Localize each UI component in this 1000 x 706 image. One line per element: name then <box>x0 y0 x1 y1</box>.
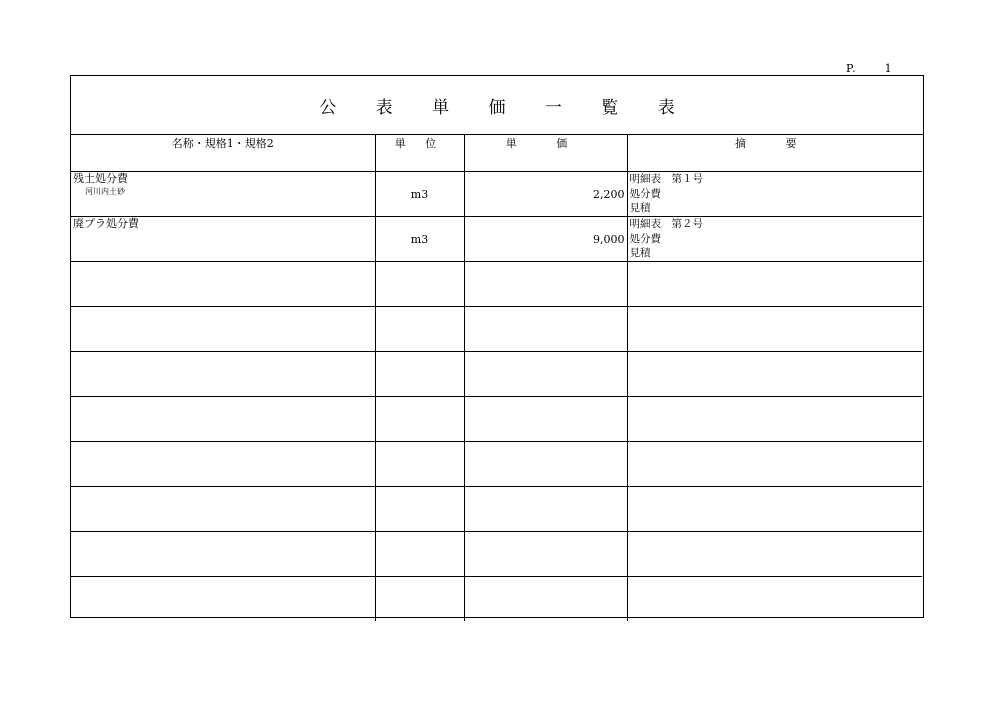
header-price: 単 価 <box>464 135 627 172</box>
price-table <box>71 135 922 621</box>
header-note: 摘 要 <box>627 135 922 172</box>
page-label: P. <box>846 62 857 75</box>
empty-cell <box>627 532 922 577</box>
empty-cell <box>375 577 464 622</box>
document-title: 公 表 単 価 一 覧 表 <box>319 97 692 118</box>
empty-cell <box>627 307 922 352</box>
empty-cell <box>627 397 922 442</box>
empty-cell <box>464 397 627 442</box>
empty-cell <box>71 352 375 397</box>
table-row <box>71 172 922 217</box>
empty-cell <box>71 577 375 622</box>
empty-cell <box>71 487 375 532</box>
empty-row <box>71 397 922 442</box>
table-row <box>71 217 922 262</box>
empty-cell <box>375 262 464 307</box>
empty-cell <box>627 262 922 307</box>
empty-cell <box>464 307 627 352</box>
empty-cell <box>71 262 375 307</box>
empty-cell <box>627 577 922 622</box>
note-line: 明細表 第２号 <box>629 218 703 230</box>
cell-note <box>627 172 922 217</box>
empty-row <box>71 487 922 532</box>
page-number <box>846 62 893 75</box>
empty-row <box>71 307 922 352</box>
header-unit: 単 位 <box>375 135 464 172</box>
note-line: 処分費 <box>629 187 661 200</box>
empty-cell <box>71 442 375 487</box>
cell-unit: m3 <box>375 172 464 217</box>
empty-cell <box>464 352 627 397</box>
cell-note <box>627 217 922 262</box>
cell-price: 9,000 <box>464 217 627 262</box>
header-name: 名称・規格1・規格2 <box>71 135 375 172</box>
empty-cell <box>375 487 464 532</box>
note-line: 明細表 第１号 <box>629 173 703 185</box>
cell-name <box>71 217 375 262</box>
empty-cell <box>375 397 464 442</box>
cell-price: 2,200 <box>464 172 627 217</box>
empty-cell <box>627 442 922 487</box>
empty-cell <box>464 532 627 577</box>
empty-row <box>71 577 922 622</box>
item-name: 残土処分費 <box>73 172 128 185</box>
note-line: 見積 <box>629 247 651 259</box>
empty-row <box>71 262 922 307</box>
empty-cell <box>464 262 627 307</box>
page-number-value: 1 <box>884 62 893 75</box>
empty-cell <box>375 532 464 577</box>
empty-cell <box>464 487 627 532</box>
empty-cell <box>464 577 627 622</box>
price-list-table-frame <box>70 75 924 618</box>
cell-name <box>71 172 375 217</box>
empty-cell <box>71 532 375 577</box>
empty-cell <box>71 397 375 442</box>
header-row <box>71 135 922 172</box>
empty-row <box>71 532 922 577</box>
empty-row <box>71 352 922 397</box>
note-line: 処分費 <box>629 232 661 245</box>
empty-row <box>71 442 922 487</box>
empty-cell <box>464 442 627 487</box>
empty-cell <box>71 307 375 352</box>
empty-cell <box>627 352 922 397</box>
item-spec: 河川内土砂 <box>85 187 125 196</box>
title-row <box>71 76 923 135</box>
empty-cell <box>375 442 464 487</box>
empty-cell <box>627 487 922 532</box>
empty-cell <box>375 307 464 352</box>
empty-cell <box>375 352 464 397</box>
item-name: 廃プラ処分費 <box>73 217 139 230</box>
note-line: 見積 <box>629 202 651 214</box>
cell-unit: m3 <box>375 217 464 262</box>
